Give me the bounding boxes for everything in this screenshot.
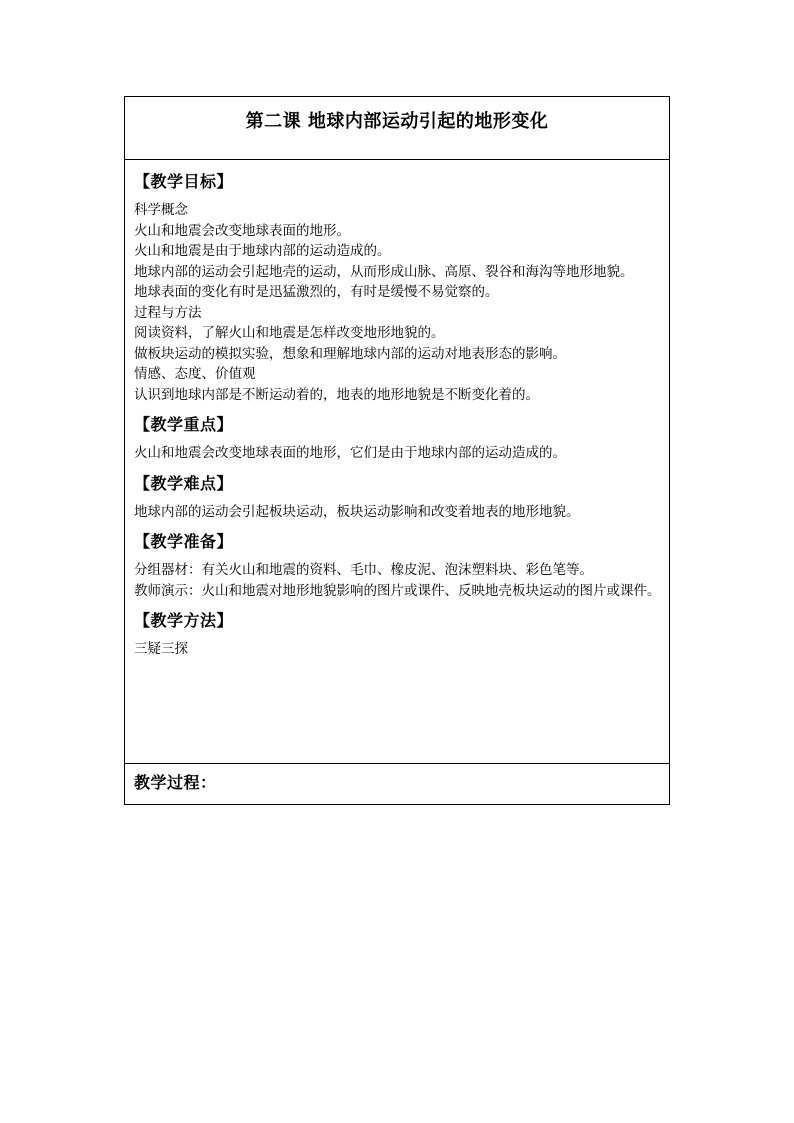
key-points-block: [134, 443, 661, 464]
content-row: [125, 160, 669, 764]
difficulties-heading: 【教学难点】: [134, 473, 234, 493]
objectives-block: [134, 200, 661, 405]
difficulties-line: 地球内部的运动会引起板块运动，板块运动影响和改变着地表的地形地貌。: [134, 503, 580, 520]
process-label: 教学过程：: [134, 773, 217, 792]
objectives-line: 情感、态度、价值观: [134, 366, 256, 382]
objectives-line: 科学概念: [134, 202, 188, 218]
preparation-line: 教师演示：火山和地震对地形地貌影响的图片或课件、反映地壳板块运动的图片或课件。: [134, 582, 661, 599]
preparation-line: 分组器材：有关火山和地震的资料、毛巾、橡皮泥、泡沫塑料块、彩色笔等。: [134, 562, 593, 578]
objectives-heading: 【教学目标】: [134, 172, 234, 191]
methods-heading: 【教学方法】: [134, 611, 234, 630]
process-row: [125, 764, 669, 804]
methods-line: 三疑三探: [134, 641, 188, 657]
difficulties-block: [134, 502, 661, 523]
title-row: [125, 97, 669, 160]
objectives-line: 火山和地震会改变地球表面的地形。: [134, 222, 350, 239]
objectives-line: 火山和地震是由于地球内部的运动造成的。: [134, 243, 391, 259]
objectives-line: 阅读资料，了解火山和地震是怎样改变地形地貌的。: [134, 325, 445, 341]
lesson-plan-table: [124, 96, 670, 805]
preparation-heading: 【教学准备】: [134, 532, 234, 551]
objectives-line: 地球内部的运动会引起地壳的运动，从而形成山脉、高原、裂谷和海沟等地形地貌。: [134, 263, 634, 280]
objectives-line: 地球表面的变化有时是迅猛激烈的，有时是缓慢不易觉察的。: [134, 284, 499, 300]
preparation-block: [134, 560, 661, 601]
key-points-line: 火山和地震会改变地球表面的地形，它们是由于地球内部的运动造成的。: [134, 445, 566, 461]
methods-block: [134, 639, 661, 660]
key-points-heading: 【教学重点】: [134, 415, 234, 434]
objectives-line: 过程与方法: [134, 304, 202, 321]
page-title: 第二课 地球内部运动引起的地形变化: [245, 111, 549, 132]
objectives-line: 认识到地球内部是不断运动着的，地表的地形地貌是不断变化着的。: [134, 386, 539, 403]
objectives-line: 做板块运动的模拟实验，想象和理解地球内部的运动对地表形态的影响。: [134, 345, 566, 362]
